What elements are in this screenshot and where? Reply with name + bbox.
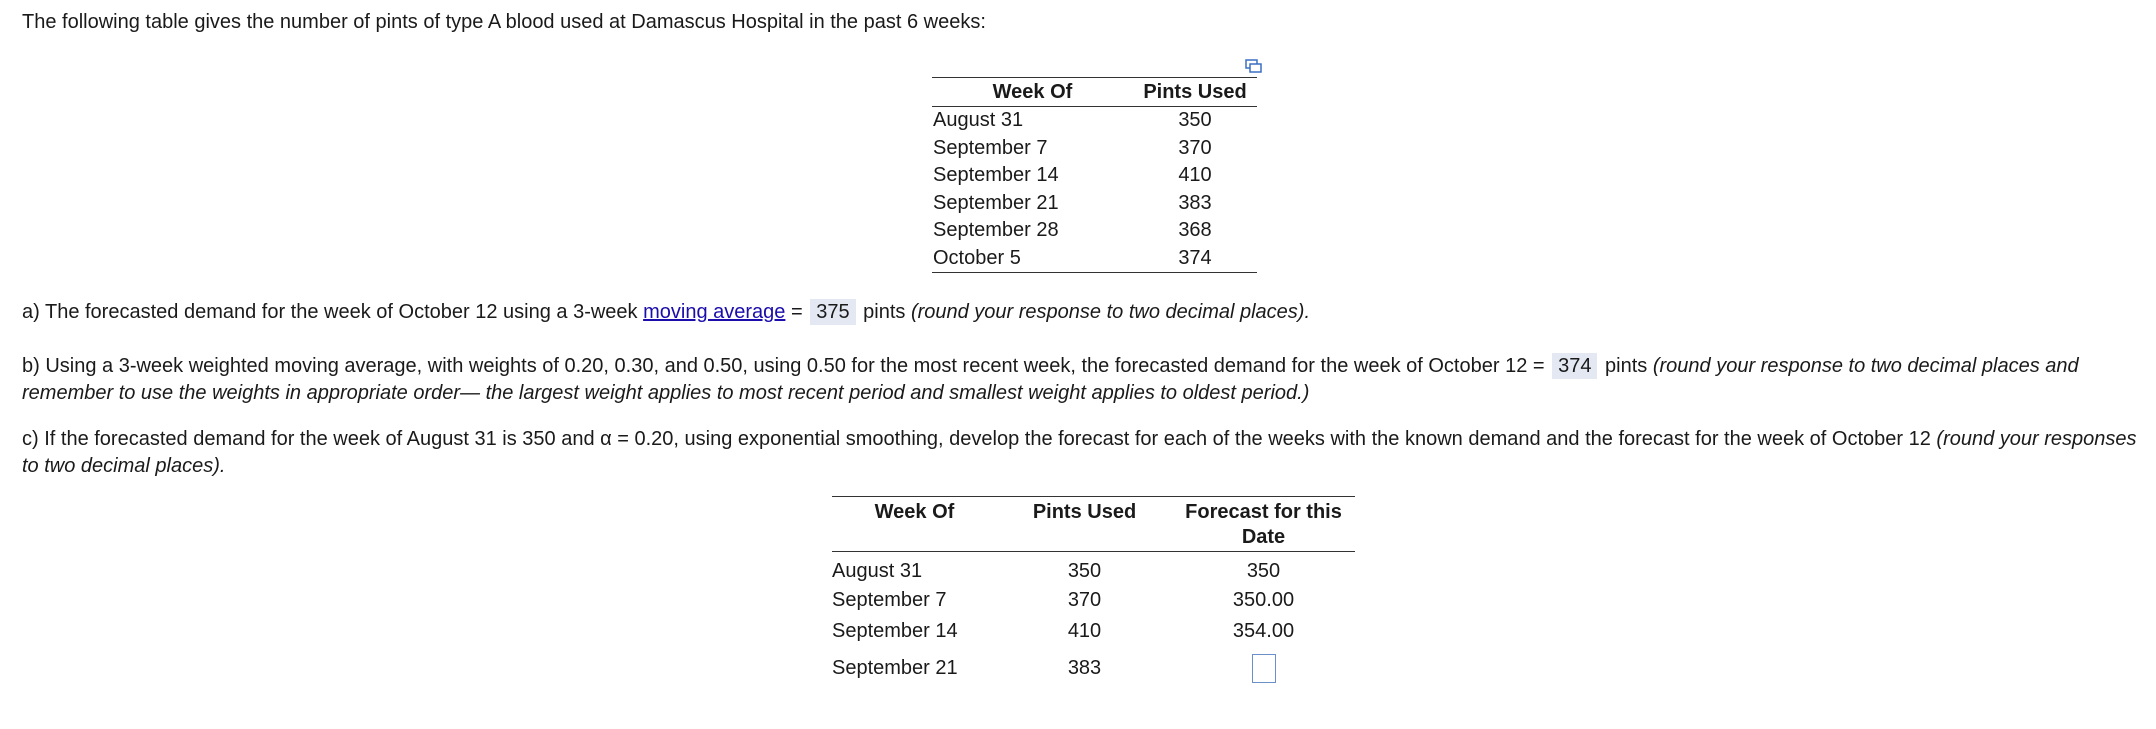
- column-header-forecast: Forecast for this Date: [1172, 497, 1355, 552]
- week-cell: August 31: [933, 109, 1024, 132]
- column-header-pints-used: Pints Used: [1133, 78, 1257, 107]
- pints-cell: 350: [1178, 109, 1212, 132]
- question-part-b: [22, 353, 2142, 407]
- week-cell: September 14: [933, 164, 1059, 187]
- table-row: [932, 107, 1257, 135]
- column-header-week-of: Week Of: [832, 497, 997, 552]
- table-row: [932, 190, 1257, 218]
- table-row: [832, 616, 1355, 647]
- column-header-week-of: Week Of: [932, 78, 1133, 107]
- week-cell: September 7: [933, 136, 1048, 159]
- pints-cell: 370: [1178, 136, 1212, 159]
- pints-cell: 383: [1067, 656, 1102, 679]
- pints-cell: 350: [1067, 560, 1102, 582]
- pints-cell: 370: [1067, 589, 1102, 611]
- part-c-text: c) If the forecasted demand for the week of August 31 is 350 and α = 0.20, using exponential smoothing, develop the forecast for each of the weeks with the known demand and the forecast for the week of October 12: [22, 428, 1937, 450]
- table-row: [932, 135, 1257, 163]
- week-cell: October 5: [932, 245, 1133, 273]
- part-b-unit: pints: [1599, 355, 1653, 377]
- part-b-text: b) Using a 3-week weighted moving average, with weights of 0.20, 0.30, and 0.50, using 0.50 for the most recent week, the forecasted demand for the week of October 12 =: [22, 355, 1551, 377]
- table-row: [932, 162, 1257, 190]
- pints-cell: 410: [1067, 620, 1102, 642]
- part-a-equals: =: [785, 301, 809, 323]
- part-a-note: (round your response to two decimal places).: [910, 301, 1311, 323]
- part-b-answer[interactable]: 374: [1552, 353, 1597, 379]
- part-a-answer[interactable]: 375: [810, 299, 855, 325]
- table-row: [932, 217, 1257, 245]
- pints-cell: 374: [1133, 245, 1257, 273]
- forecast-cell: 350.00: [1232, 589, 1295, 611]
- pints-cell: 368: [1178, 219, 1212, 242]
- week-cell: September 14: [832, 620, 958, 642]
- week-cell: September 21: [832, 656, 958, 679]
- week-cell: September 7: [832, 589, 947, 611]
- part-a-unit: pints: [857, 301, 911, 323]
- pints-used-table: [932, 77, 1257, 273]
- intro-text: The following table gives the number of pints of type A blood used at Damascus Hospital in the past 6 weeks:: [22, 11, 986, 33]
- part-c-note: (round your responses to two decimal places).: [22, 428, 2137, 477]
- part-a-text: a) The forecasted demand for the week of October 12 using a 3-week: [22, 301, 644, 323]
- forecast-cell: [1172, 647, 1355, 689]
- table-row: [932, 245, 1257, 273]
- moving-average-link[interactable]: moving average: [643, 301, 786, 323]
- part-b-note: (round your response to two decimal places and remember to use the weights in appropriate order— the largest weight applies to most recent period and smallest weight applies to oldest period.): [22, 355, 2079, 404]
- week-cell: September 28: [933, 219, 1059, 242]
- forecast-cell: 354.00: [1232, 620, 1295, 642]
- table-row: [832, 647, 1355, 689]
- forecast-answer-input[interactable]: [1252, 654, 1276, 683]
- copy-table-icon[interactable]: [1245, 57, 1262, 72]
- forecast-cell: 350: [1246, 560, 1281, 582]
- table-row: [832, 585, 1355, 616]
- exponential-smoothing-table: [832, 496, 1355, 689]
- pints-cell: 410: [1178, 164, 1212, 187]
- pints-cell: 383: [1178, 191, 1212, 214]
- question-part-c: [22, 426, 2142, 480]
- table-row: [832, 552, 1355, 586]
- week-cell: August 31: [832, 560, 923, 582]
- week-cell: September 21: [933, 191, 1059, 214]
- question-part-a: [22, 299, 2142, 326]
- column-header-pints-used: Pints Used: [997, 497, 1172, 552]
